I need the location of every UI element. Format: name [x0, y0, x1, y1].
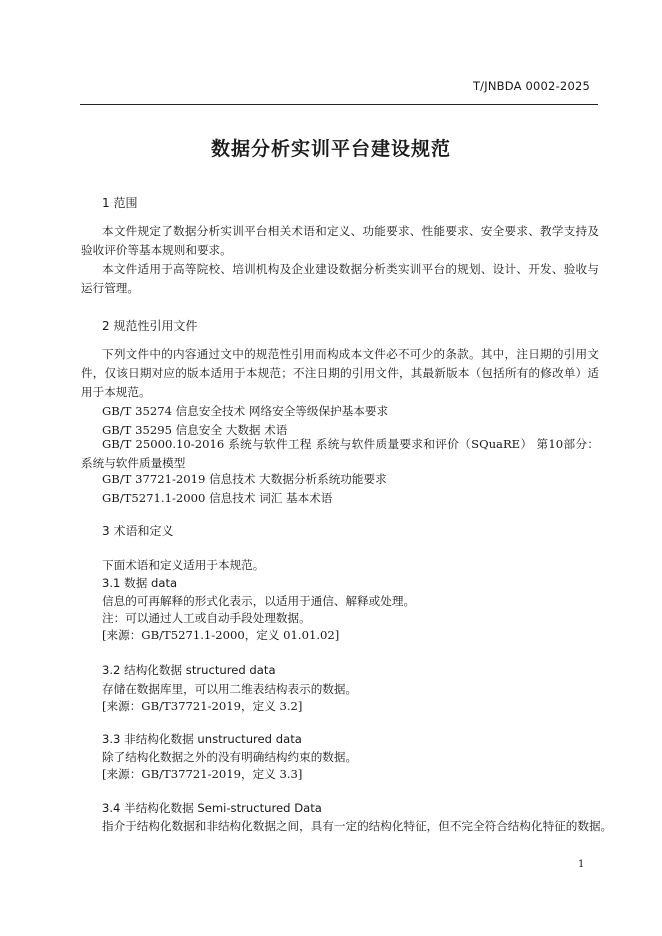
- term-definition: 指介于结构化数据和非结构化数据之间，具有一定的结构化特征，但不完全符合结构化特征的数据。: [102, 819, 613, 833]
- term-definition: 信息的可再解释的形式化表示，以适用于通信、解释或处理。: [102, 594, 416, 608]
- header-rule: [80, 104, 598, 105]
- reference-item: GB/T 25000.10-2016 系统与软件工程 系统与软件质量要求和评价（SQuaRE） 第10部分：系统与软件质量模型: [81, 437, 599, 470]
- scope-paragraph-1: 本文件规定了数据分析实训平台相关术语和定义、功能要求、性能要求、安全要求、教学支持及验收评价等基本规则和要求。: [81, 224, 599, 257]
- reference-item: GB/T5271.1-2000 信息技术 词汇 基本术语: [102, 491, 333, 505]
- term-title-structured-data: 3.2 结构化数据 structured data: [102, 663, 276, 677]
- reference-item: GB/T 35295 信息安全 大数据 术语: [102, 423, 288, 437]
- term-source: [来源：GB/T37721-2019，定义 3.3]: [102, 767, 303, 781]
- reference-item: GB/T 35274 信息安全技术 网络安全等级保护基本要求: [102, 404, 389, 418]
- section-heading-terms: 3 术语和定义: [102, 524, 174, 538]
- reference-item: GB/T 37721-2019 信息技术 大数据分析系统功能要求: [102, 472, 387, 486]
- term-source: [来源：GB/T37721-2019，定义 3.2]: [102, 699, 303, 713]
- page-number: 1: [578, 859, 585, 870]
- term-definition: 除了结构化数据之外的没有明确结构约束的数据。: [102, 750, 358, 764]
- term-definition: 存储在数据库里，可以用二维表结构表示的数据。: [102, 682, 358, 696]
- terms-intro: 下面术语和定义适用于本规范。: [102, 558, 265, 572]
- term-title-semi-structured-data: 3.4 半结构化数据 Semi-structured Data: [102, 801, 322, 815]
- section-heading-scope: 1 范围: [102, 196, 138, 210]
- references-intro: 下列文件中的内容通过文中的规范性引用而构成本文件必不可少的条款。其中，注日期的引用文件，仅该日期对应的版本适用于本规范；不注日期的引用文件，其最新版本（包括所有的修改单）适用于本规范。: [81, 347, 599, 399]
- standard-number: T/JNBDA 0002-2025: [472, 79, 590, 93]
- term-note: 注：可以通过人工或自动手段处理数据。: [102, 611, 311, 625]
- term-source: [来源：GB/T5271.1-2000，定义 01.01.02]: [102, 628, 340, 642]
- term-title-data: 3.1 数据 data: [102, 576, 178, 590]
- term-title-unstructured-data: 3.3 非结构化数据 unstructured data: [102, 732, 302, 746]
- page-title: 数据分析实训平台建设规范: [210, 138, 451, 160]
- scope-paragraph-2: 本文件适用于高等院校、培训机构及企业建设数据分析类实训平台的规划、设计、开发、验收与运行管理。: [81, 262, 599, 295]
- section-heading-normative-references: 2 规范性引用文件: [102, 319, 198, 333]
